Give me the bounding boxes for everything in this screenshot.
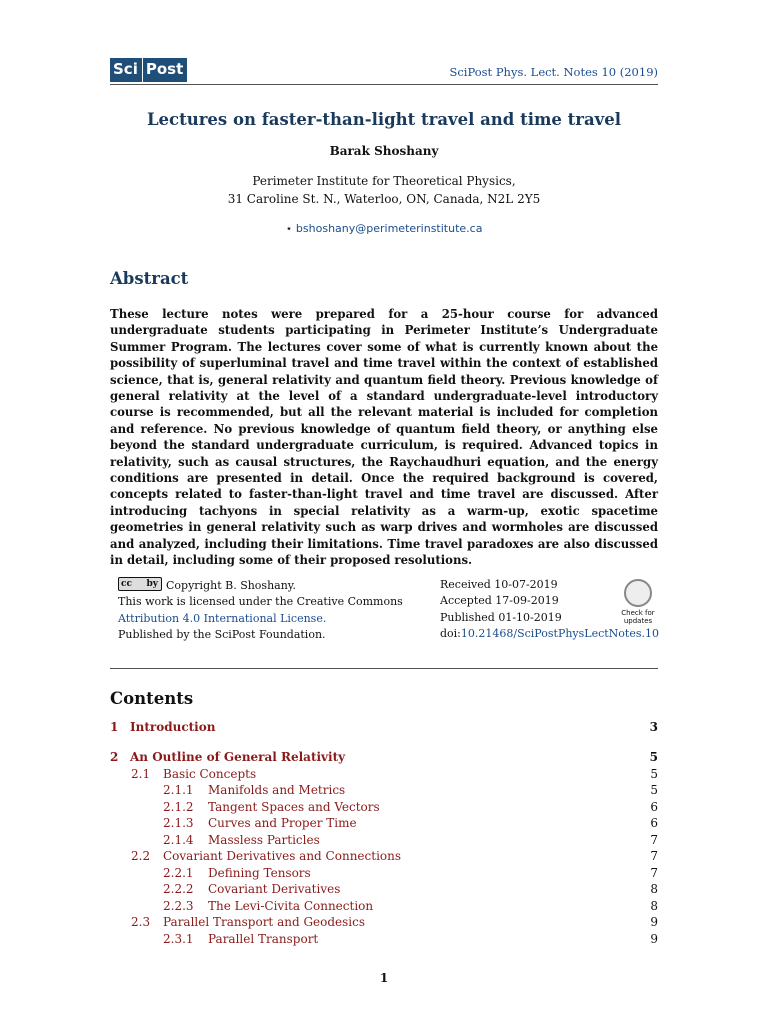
toc-entry-page[interactable]: 3: [649, 720, 658, 734]
toc-entry-number: 2.1.1: [163, 783, 194, 797]
paper-title: Lectures on faster-than-light travel and time travel: [146, 110, 622, 129]
author-name: Barak Shoshany: [329, 144, 439, 158]
toc-entry-page[interactable]: 7: [650, 866, 658, 880]
toc-entry[interactable]: [110, 932, 658, 949]
logo-sci: Sci: [110, 58, 142, 82]
toc-entry-number: 2.2: [131, 849, 151, 863]
toc-entry-number: 1: [110, 720, 119, 734]
copyright-line: [118, 577, 403, 594]
toc-entry-label[interactable]: Covariant Derivatives and Connections: [163, 849, 402, 863]
scipost-logo: [110, 58, 187, 82]
copyright-text: Copyright B. Shoshany.: [166, 579, 297, 592]
toc-entry-label[interactable]: Parallel Transport and Geodesics: [163, 915, 366, 929]
toc-entry-label[interactable]: Covariant Derivatives: [208, 882, 341, 896]
author-email: [0, 222, 768, 235]
toc-entry-page[interactable]: 6: [650, 816, 658, 830]
toc-entry-label[interactable]: Introduction: [130, 720, 216, 734]
cc-by-icon: [118, 577, 162, 591]
toc-entry-number: 2.2.2: [163, 882, 194, 896]
toc-entry-page[interactable]: 8: [650, 882, 658, 896]
abstract-text: These lecture notes were prepared for a 25-hour course for advanced undergraduate students participating in Perimeter Institute’s Undergraduate Summer Program. The lectures cover some of what is currently known about the possibility of superluminal travel and time travel within the context of established science, that is, general relativity and quantum field theory. Previous knowledge of general relativity at the level of a standard undergraduate-level introductory course is recommended, but all the relevant material is included for completion and reference. No previous knowledge of quantum field theory, or anything else beyond the standard undergraduate curriculum, is required. Advanced topics in relativity, such as causal structures, the Raychaudhuri equation, and the energy conditions are presented in detail. Once the required background is covered, concepts related to faster-than-light travel and time travel are discussed. After introducing tachyons in special relativity as a warm-up, exotic spacetime geometries in general relativity such as warp drives and wormholes are discussed and analyzed, including their limitations. Time travel paradoxes are also discussed in detail, including some of their proposed resolutions.: [110, 307, 658, 568]
toc-entry[interactable]: [110, 849, 658, 866]
toc-entry[interactable]: [110, 833, 658, 850]
contents-heading: Contents: [110, 689, 194, 708]
toc-entry[interactable]: [110, 899, 658, 916]
email-link[interactable]: bshoshany@perimeterinstitute.ca: [295, 222, 483, 235]
toc-entry-label[interactable]: Parallel Transport: [208, 932, 319, 946]
published-date: Published 01-10-2019: [440, 610, 562, 624]
page-number: 1: [379, 971, 389, 985]
affiliation-line-2: 31 Caroline St. N., Waterloo, ON, Canada, N2L 2Y5: [227, 192, 541, 206]
page-header: [110, 58, 658, 85]
doi-line: [440, 626, 659, 642]
toc-entry-label[interactable]: Basic Concepts: [163, 767, 257, 781]
section-divider: [110, 668, 658, 669]
abstract-heading: Abstract: [110, 269, 189, 288]
check-for-updates-badge[interactable]: [620, 579, 656, 625]
toc-entry-number: 2.1.4: [163, 833, 194, 847]
journal-reference[interactable]: SciPost Phys. Lect. Notes 10 (2019): [449, 65, 658, 79]
toc-entry-number: 2.1.3: [163, 816, 194, 830]
doi-link[interactable]: 10.21468/SciPostPhysLectNotes.10: [460, 626, 659, 640]
publisher-line: Published by the SciPost Foundation.: [118, 627, 326, 641]
bookmark-icon: [624, 579, 652, 607]
toc-entry-label[interactable]: Manifolds and Metrics: [208, 783, 346, 797]
toc-entry-number: 2.3.1: [163, 932, 194, 946]
toc-entry-label[interactable]: Massless Particles: [208, 833, 320, 847]
received-date: Received 10-07-2019: [440, 578, 558, 591]
toc-entry[interactable]: [110, 800, 658, 817]
check-updates-line-1: Check for: [621, 609, 655, 617]
toc-entry-page[interactable]: 7: [650, 833, 658, 847]
star-icon: ⋆: [285, 222, 293, 235]
toc-entry[interactable]: [110, 915, 658, 932]
toc-entry-number: 2: [110, 750, 119, 764]
toc-entry-label[interactable]: Tangent Spaces and Vectors: [208, 800, 380, 814]
toc-entry-number: 2.2.3: [163, 899, 194, 913]
toc-entry-page[interactable]: 9: [650, 915, 658, 929]
affiliation: [0, 172, 768, 208]
toc-entry[interactable]: [110, 767, 658, 784]
toc-entry-page[interactable]: 5: [649, 750, 658, 764]
toc-entry[interactable]: [110, 783, 658, 800]
license-line: This work is licensed under the Creative Commons: [118, 595, 403, 609]
toc-entry-page[interactable]: 5: [650, 783, 658, 797]
toc-entry-label[interactable]: An Outline of General Relativity: [130, 750, 346, 764]
toc-entry[interactable]: [110, 816, 658, 833]
toc-entry-page[interactable]: 7: [650, 849, 658, 863]
toc-entry-page[interactable]: 5: [650, 767, 658, 781]
doi-prefix: doi:: [440, 626, 461, 640]
toc-entry-label[interactable]: Defining Tensors: [208, 866, 311, 880]
toc-entry-number: 2.2.1: [163, 866, 194, 880]
affiliation-line-1: Perimeter Institute for Theoretical Physics,: [252, 174, 516, 188]
toc-entry-label[interactable]: Curves and Proper Time: [208, 816, 357, 830]
accepted-date: Accepted 17-09-2019: [440, 594, 559, 608]
toc-entry-page[interactable]: 6: [650, 800, 658, 814]
toc-entry[interactable]: [110, 866, 658, 883]
toc-entry-number: 2.1: [131, 767, 151, 781]
toc-entry-number: 2.3: [131, 915, 151, 929]
toc-entry-label[interactable]: The Levi-Civita Connection: [208, 899, 374, 913]
check-updates-line-2: updates: [623, 617, 653, 625]
toc-entry-number: 2.1.2: [163, 800, 194, 814]
toc-entry[interactable]: [110, 882, 658, 899]
toc-entry[interactable]: [110, 720, 658, 737]
logo-post: Post: [142, 58, 187, 82]
toc-entry-page[interactable]: 8: [650, 899, 658, 913]
license-link[interactable]: Attribution 4.0 International License.: [118, 611, 327, 625]
toc-entry[interactable]: [110, 750, 658, 767]
toc-entry-page[interactable]: 9: [650, 932, 658, 946]
license-block: [118, 577, 403, 643]
